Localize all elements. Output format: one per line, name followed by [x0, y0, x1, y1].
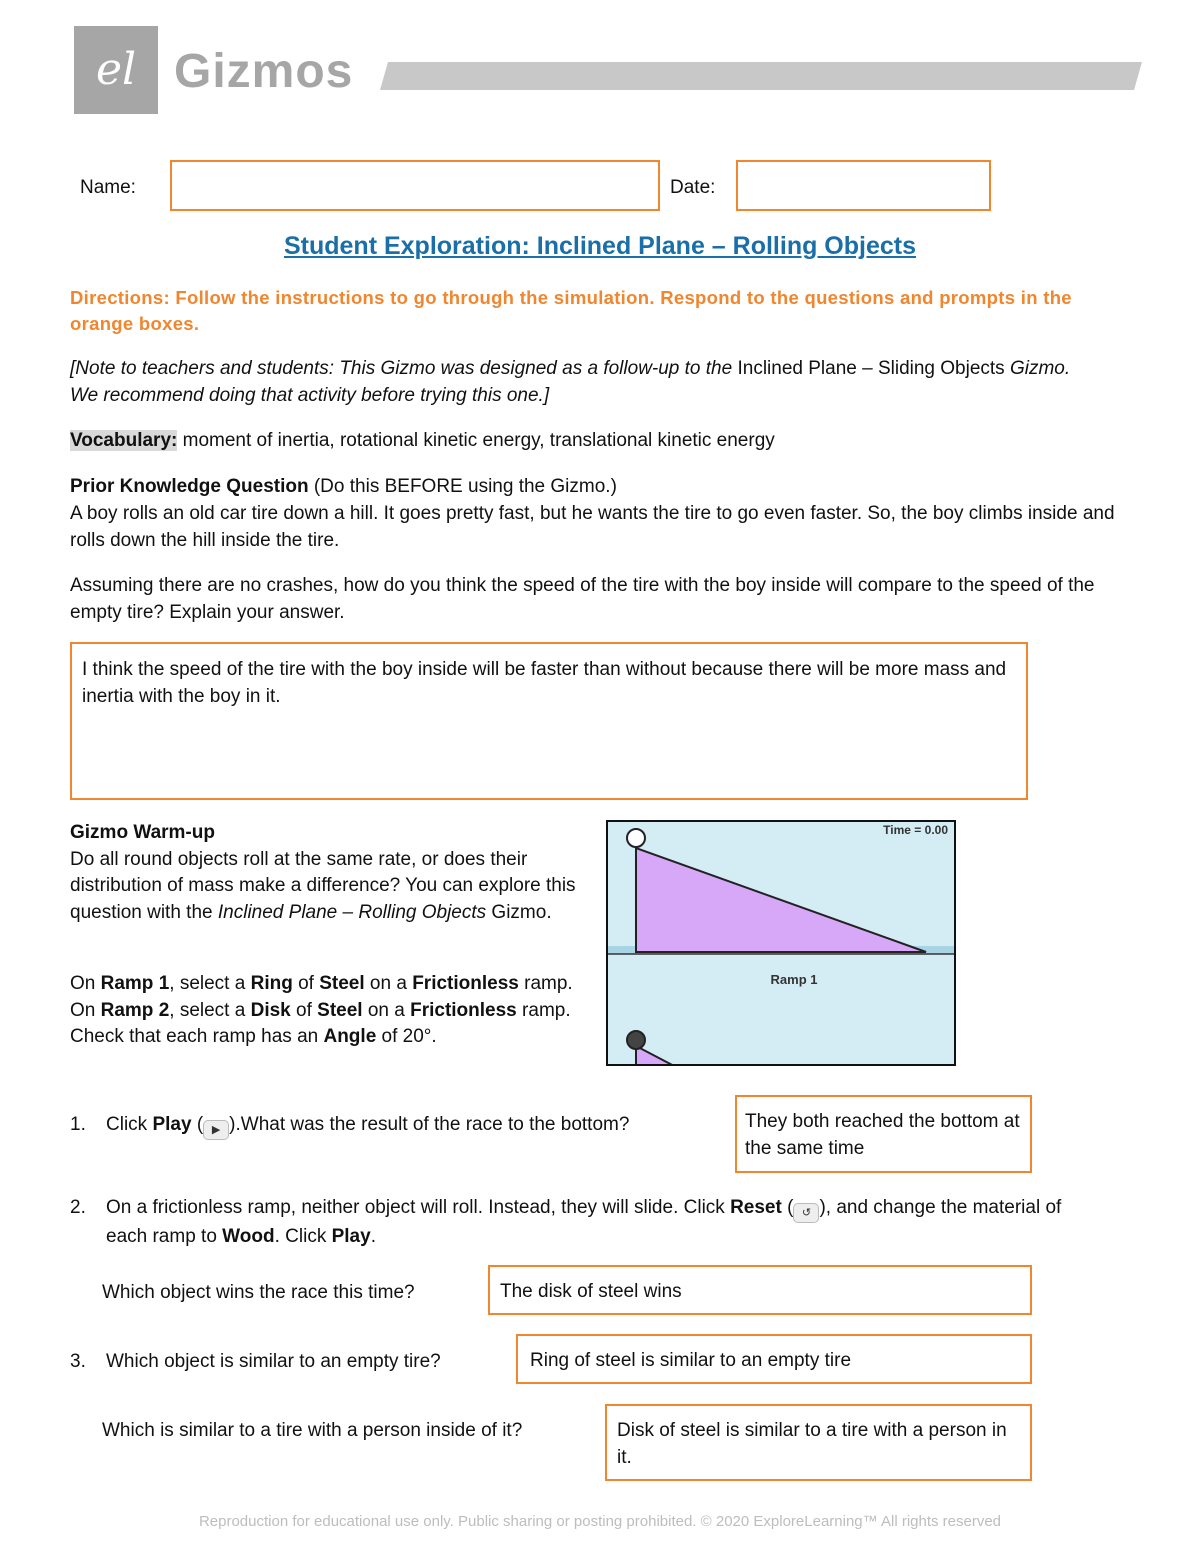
q1-pre: Click: [106, 1114, 153, 1135]
q1-post: ).What was the result of the race to the bottom?: [229, 1114, 630, 1135]
name-label: Name:: [80, 177, 136, 198]
warmup-text1: Do all round objects roll at the same rate, or does their distribution of mass make a difference? You can explore this question with the: [70, 848, 576, 923]
q2-prompt: Which object wins the race this time?: [102, 1282, 415, 1303]
page-title: Student Exploration: Inclined Plane – Rolling Objects: [283, 232, 917, 260]
note-part1: [Note to teachers and students: This Gizmo was designed as a follow-up to the: [70, 358, 738, 379]
name-field[interactable]: [170, 160, 660, 211]
warmup-intro: [70, 847, 590, 927]
q2-play: Play: [331, 1226, 371, 1247]
q2-answer-box[interactable]: [488, 1265, 1032, 1315]
setup-of-2: of: [290, 999, 318, 1021]
disk-object: [627, 1031, 645, 1049]
setup-angle: Angle: [323, 1026, 377, 1047]
warmup-setup: [70, 971, 590, 1051]
q3-answer-box[interactable]: [516, 1334, 1032, 1384]
warmup-section: [70, 820, 590, 926]
setup-ramp-on: ramp. On: [70, 973, 573, 1021]
copyright-footer: Reproduction for educational use only. Public sharing or posting prohibited. © 2020 ExploreLearning™ All rights reserved: [198, 1513, 1002, 1530]
inclined-plane-diagram: [608, 822, 954, 1064]
warmup-text2: Gizmo.: [486, 901, 552, 923]
directions: Directions: Follow the instructions to go through the simulation. Respond to the questions and prompts in the orange boxes.: [70, 287, 1072, 334]
explorelearning-logo: el: [95, 44, 137, 95]
q3-prompt: Which object is similar to an empty tire?: [106, 1351, 441, 1372]
setup-on: On: [70, 973, 101, 994]
setup-steel-2: Steel: [317, 999, 363, 1021]
prior-knowledge-heading-line: [70, 473, 1130, 500]
warmup-heading: Gizmo Warm-up: [70, 822, 215, 843]
setup-frictionless: Frictionless: [412, 973, 519, 994]
prior-knowledge-answer-box[interactable]: [70, 642, 1028, 800]
ramp-2: [636, 1046, 678, 1064]
q1-number: 1.: [70, 1114, 86, 1135]
q3b-prompt: Which is similar to a tire with a person inside of it?: [102, 1420, 523, 1441]
q1-answer: They both reached the bottom at the same time: [745, 1111, 1020, 1159]
prior-knowledge-question: Assuming there are no crashes, how do you think the speed of the tire with the boy inside will compare to the speed of the empty tire? Explain your answer.: [70, 575, 1095, 623]
vocabulary-label: Vocabulary:: [70, 430, 178, 451]
q2-click: . Click: [274, 1226, 332, 1247]
q2-reset: Reset: [730, 1197, 782, 1218]
q3-answer: Ring of steel is similar to an empty tire: [530, 1350, 852, 1371]
q2-wood: Wood: [222, 1226, 275, 1247]
date-field[interactable]: [736, 160, 991, 211]
warmup-gizmo-name: Inclined Plane – Rolling Objects: [217, 901, 487, 923]
prior-knowledge-note: (Do this BEFORE using the Gizmo.): [308, 476, 617, 497]
ramp-label: Ramp 1: [770, 972, 818, 987]
prior-knowledge: [70, 473, 1130, 554]
header-divider-bar: [380, 62, 1142, 90]
vocabulary: [70, 427, 1120, 454]
setup-steel: Steel: [319, 973, 365, 994]
q1-text: [106, 1111, 726, 1140]
q2-text: [106, 1194, 1106, 1250]
time-readout: Time = 0.00: [883, 823, 948, 837]
prior-knowledge-answer: I think the speed of the tire with the boy inside will be faster than without because there will be more mass and inertia with the boy in it.: [82, 659, 1007, 707]
vocabulary-terms: moment of inertia, rotational kinetic energy, translational kinetic energy: [177, 430, 775, 451]
setup-ring: Ring: [250, 973, 293, 994]
note-part3: Gizmo. We recommend doing that activity before trying this one.]: [70, 358, 1071, 406]
prior-knowledge-text: A boy rolls an old car tire down a hill. It goes pretty fast, but he wants the tire to go even faster. So, the boy climbs inside and rolls down the hill inside the tire.: [70, 503, 1115, 551]
setup-disk: Disk: [250, 999, 291, 1021]
teacher-note: [70, 355, 1080, 409]
reset-icon: ↺: [793, 1203, 819, 1223]
setup-select-a: , select a: [169, 973, 251, 994]
q1-play: Play: [152, 1114, 192, 1135]
simulation-screenshot: [606, 820, 956, 1066]
q2-mid: ), and change the material of each ramp to: [106, 1197, 1062, 1247]
setup-select-a-2: , select a: [169, 999, 251, 1021]
prior-knowledge-heading: Prior Knowledge Question: [70, 476, 309, 497]
date-label: Date:: [670, 177, 716, 198]
setup-ramp1: Ramp 1: [100, 973, 170, 994]
setup-of: of: [292, 973, 320, 994]
setup-on-a-2: on a: [362, 999, 411, 1021]
ring-object: [627, 829, 645, 847]
brand-name: Gizmos: [174, 45, 354, 98]
q2-open: (: [781, 1197, 794, 1218]
setup-on-a: on a: [364, 973, 413, 994]
q2-end: .: [370, 1226, 376, 1247]
q2-pre: On a frictionless ramp, neither object will roll. Instead, they will slide. Click: [106, 1197, 731, 1218]
q2-number: 2.: [70, 1197, 86, 1218]
q3b-answer: Disk of steel is similar to a tire with a person in it.: [617, 1420, 1007, 1468]
note-part2: Inclined Plane – Sliding Objects: [737, 358, 1005, 379]
setup-frictionless-2: Frictionless: [410, 999, 517, 1021]
play-icon: ▶: [203, 1120, 229, 1140]
q3-number: 3.: [70, 1351, 86, 1372]
q1-answer-box[interactable]: [735, 1095, 1032, 1173]
q3b-answer-box[interactable]: [605, 1404, 1032, 1481]
setup-ramp-check: ramp. Check that each ramp has an: [70, 999, 571, 1047]
q1-open: (: [191, 1114, 204, 1135]
q2-answer: The disk of steel wins: [500, 1281, 682, 1302]
setup-ramp2: Ramp 2: [100, 999, 170, 1021]
setup-of-20: of 20°.: [376, 1026, 437, 1047]
